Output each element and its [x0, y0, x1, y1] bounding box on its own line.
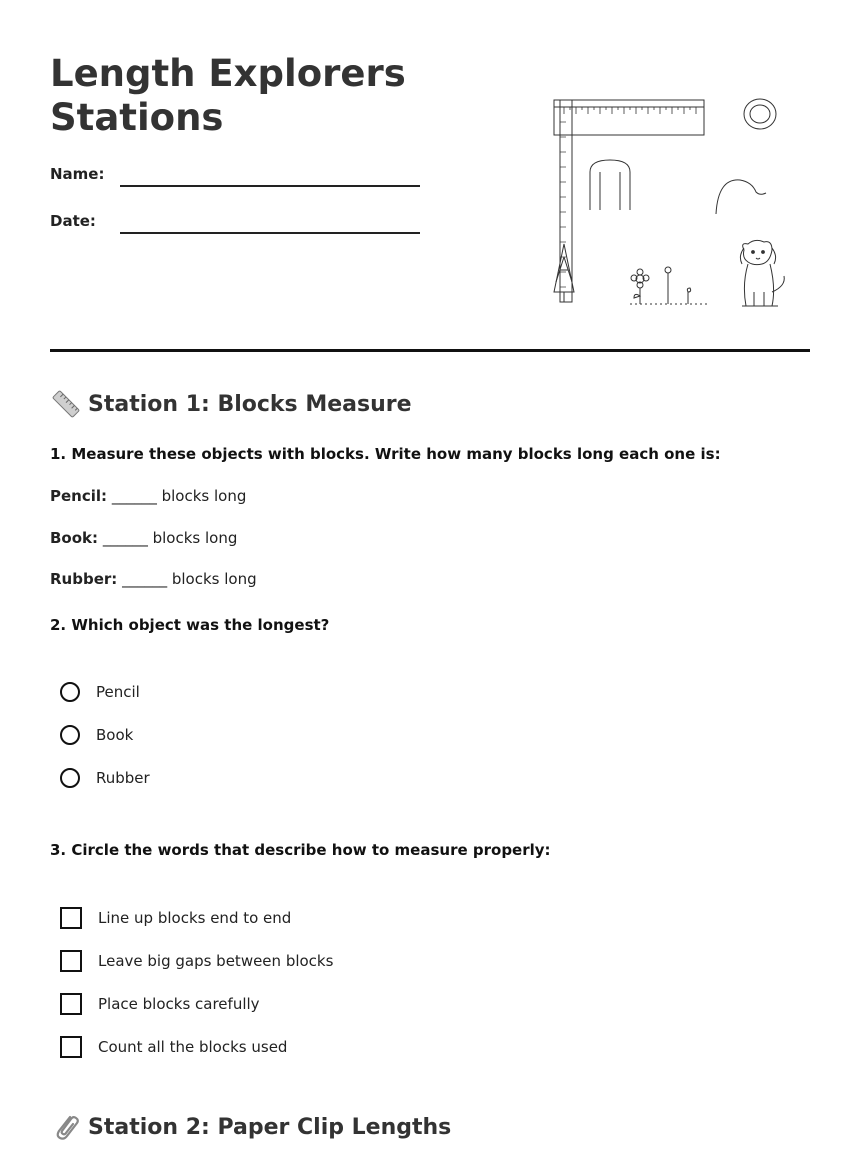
radio-button[interactable] [60, 725, 80, 745]
measure-item-pencil [50, 487, 246, 505]
paperclip-icon [50, 1111, 82, 1143]
checkbox-option-4[interactable] [60, 1034, 287, 1060]
tree-icon [554, 244, 574, 302]
arch-shape-icon [590, 160, 630, 210]
name-label: Name: [50, 165, 105, 183]
answer-blank[interactable]: ______ [122, 570, 168, 588]
measure-label: Rubber: [50, 570, 118, 588]
ring-icon [744, 99, 776, 129]
answer-blank[interactable]: ______ [102, 529, 148, 547]
checkbox-option-2[interactable] [60, 948, 333, 974]
measuring-illustration [550, 92, 795, 314]
date-label: Date: [50, 212, 96, 230]
option-book[interactable] [60, 722, 133, 748]
checkbox[interactable] [60, 993, 82, 1015]
checkbox[interactable] [60, 1036, 82, 1058]
station-1-title: Station 1: Blocks Measure [88, 391, 412, 417]
title-line-2: Stations [50, 96, 224, 139]
measure-item-rubber [50, 570, 257, 588]
checkbox[interactable] [60, 907, 82, 929]
question-3: 3. Circle the words that describe how to measure properly: [50, 841, 551, 859]
option-label: Pencil [96, 683, 140, 701]
option-pencil[interactable] [60, 679, 140, 705]
option-rubber[interactable] [60, 765, 150, 791]
measure-label: Book: [50, 529, 99, 547]
station-2-title: Station 2: Paper Clip Lengths [88, 1114, 452, 1140]
flower-icon [631, 267, 691, 304]
option-label: Book [96, 726, 134, 744]
question-1: 1. Measure these objects with blocks. Write how many blocks long each one is: [50, 445, 721, 463]
title-line-1: Length Explorers [50, 52, 406, 95]
option-label: Count all the blocks used [98, 1038, 288, 1056]
date-field[interactable] [50, 212, 430, 242]
option-label: Leave big gaps between blocks [98, 952, 334, 970]
worksheet-page [50, 0, 810, 1161]
radio-button[interactable] [60, 682, 80, 702]
dog-icon [740, 240, 784, 306]
measure-unit: blocks long [152, 529, 238, 547]
measure-unit: blocks long [161, 487, 247, 505]
option-label: Line up blocks end to end [98, 909, 292, 927]
question-2: 2. Which object was the longest? [50, 616, 330, 634]
option-label: Rubber [96, 769, 150, 787]
ruler-icon [50, 388, 82, 420]
measure-unit: blocks long [171, 570, 257, 588]
checkbox[interactable] [60, 950, 82, 972]
answer-blank[interactable]: ______ [111, 487, 157, 505]
option-label: Place blocks carefully [98, 995, 260, 1013]
radio-button[interactable] [60, 768, 80, 788]
name-input-line[interactable] [120, 185, 420, 187]
date-input-line[interactable] [120, 232, 420, 234]
checkbox-option-1[interactable] [60, 905, 291, 931]
horizontal-ruler-icon [554, 100, 704, 135]
page-title [50, 52, 470, 140]
name-field[interactable] [50, 165, 430, 195]
checkbox-option-3[interactable] [60, 991, 260, 1017]
header-divider [50, 349, 810, 352]
station-2-heading [50, 1107, 451, 1147]
station-1-heading [50, 384, 412, 424]
measure-label: Pencil: [50, 487, 108, 505]
curve-icon [716, 180, 766, 214]
measure-item-book [50, 529, 237, 547]
